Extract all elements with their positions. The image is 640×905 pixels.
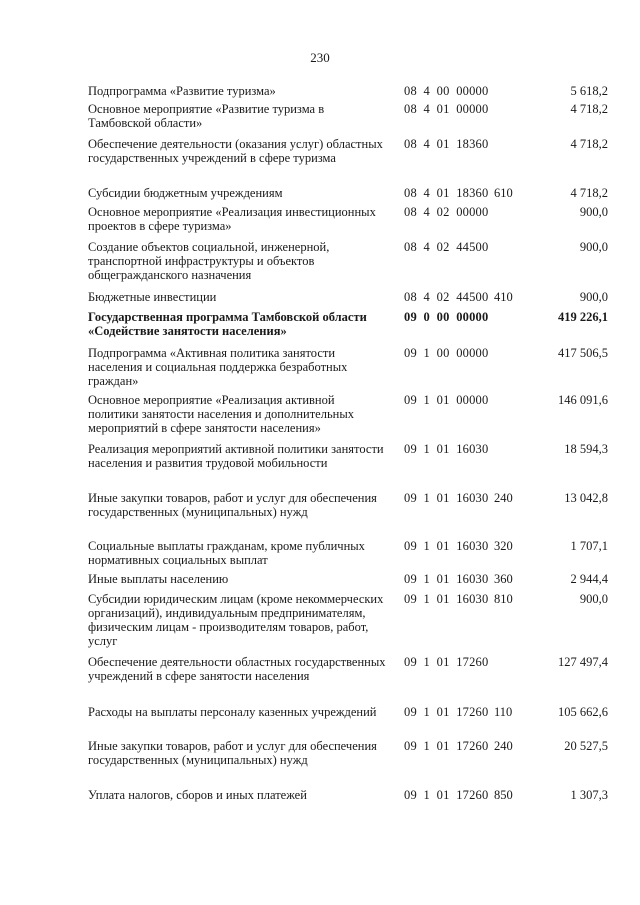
- row-name: Подпрограмма «Активная политика занятости населения и социальная поддержка безработных граждан»: [88, 346, 348, 388]
- row-name: Создание объектов социальной, инженерной, транспортной инфраструктуры и объектов общегражданского назначения: [88, 240, 330, 282]
- table-row: [88, 346, 608, 388]
- table-row: [88, 705, 608, 719]
- row-amount: 127 497,4: [558, 655, 608, 669]
- row-code: 09 1 00 00000: [404, 346, 489, 360]
- row-expense-type: 320: [494, 539, 513, 553]
- row-code: 09 1 01 17260: [404, 705, 489, 719]
- row-code: 08 4 02 44500: [404, 290, 489, 304]
- row-code: 09 0 00 00000: [404, 310, 489, 324]
- row-code: 09 1 01 16030: [404, 491, 489, 505]
- row-amount: 2 944,4: [570, 572, 608, 586]
- row-name: Иные закупки товаров, работ и услуг для обеспечения государственных (муниципальных) нужд: [88, 739, 377, 767]
- row-code: 09 1 01 17260: [404, 655, 489, 669]
- table-row: [88, 491, 608, 519]
- row-expense-type: 610: [494, 186, 513, 200]
- row-code: 09 1 01 16030: [404, 592, 489, 606]
- row-amount: 900,0: [579, 240, 608, 254]
- row-code: 09 1 01 17260: [404, 788, 489, 802]
- table-row: [88, 442, 608, 470]
- row-amount: 4 718,2: [570, 102, 608, 116]
- row-name: Основное мероприятие «Реализация активной политики занятости населения и дополнительных мероприятий в сфере занятости населения»: [88, 393, 354, 435]
- row-amount: 1 307,3: [570, 788, 608, 802]
- row-amount: 900,0: [579, 290, 608, 304]
- row-expense-type: 850: [494, 788, 513, 802]
- table-row: [88, 205, 608, 233]
- row-name: Субсидии юридическим лицам (кроме некоммерческих организаций), индивидуальным предпринимателям, физическим лицам - производителям товаров, работ, услуг: [88, 592, 384, 648]
- row-amount: 13 042,8: [564, 491, 608, 505]
- row-amount: 4 718,2: [570, 137, 608, 151]
- row-amount: 1 707,1: [570, 539, 608, 553]
- row-amount: 146 091,6: [558, 393, 608, 407]
- row-name: Подпрограмма «Развитие туризма»: [88, 84, 276, 98]
- row-expense-type: 240: [494, 491, 513, 505]
- row-code: 08 4 01 18360: [404, 186, 489, 200]
- row-name: Уплата налогов, сборов и иных платежей: [88, 788, 307, 802]
- row-name: Обеспечение деятельности (оказания услуг) областных государственных учреждений в сфере туризма: [88, 137, 383, 165]
- table-row: [88, 592, 608, 648]
- row-amount: 419 226,1: [558, 310, 608, 324]
- row-name: Социальные выплаты гражданам, кроме публичных нормативных социальных выплат: [88, 539, 365, 567]
- row-amount: 4 718,2: [570, 186, 608, 200]
- row-name: Государственная программа Тамбовской области «Содействие занятости населения»: [88, 310, 367, 338]
- page-number: 230: [310, 50, 330, 65]
- table-row: [88, 137, 608, 165]
- row-name: Расходы на выплаты персоналу казенных учреждений: [88, 705, 377, 719]
- row-code: 09 1 01 16030: [404, 539, 489, 553]
- row-amount: 900,0: [579, 592, 608, 606]
- row-name: Основное мероприятие «Реализация инвестиционных проектов в сфере туризма»: [88, 205, 376, 233]
- row-code: 08 4 00 00000: [404, 84, 489, 98]
- table-row: [88, 186, 608, 200]
- row-expense-type: 110: [494, 705, 513, 719]
- table-row: [88, 393, 608, 435]
- row-amount: 105 662,6: [558, 705, 608, 719]
- table-row: [88, 290, 608, 304]
- table-row: [88, 310, 608, 338]
- row-name: Иные выплаты населению: [88, 572, 229, 586]
- row-name: Бюджетные инвестиции: [88, 290, 217, 304]
- row-code: 08 4 01 18360: [404, 137, 489, 151]
- table-row: [88, 572, 608, 586]
- row-expense-type: 360: [494, 572, 513, 586]
- table-row: [88, 655, 608, 683]
- row-expense-type: 810: [494, 592, 513, 606]
- row-amount: 900,0: [579, 205, 608, 219]
- table-row: [88, 84, 608, 98]
- table-row: [88, 240, 608, 282]
- row-code: 09 1 01 00000: [404, 393, 489, 407]
- row-name: Обеспечение деятельности областных государственных учреждений в сфере занятости населения: [88, 655, 386, 683]
- table-row: [88, 539, 608, 567]
- row-expense-type: 240: [494, 739, 513, 753]
- row-code: 08 4 01 00000: [404, 102, 489, 116]
- row-code: 09 1 01 17260: [404, 739, 489, 753]
- row-code: 09 1 01 16030: [404, 442, 489, 456]
- row-code: 09 1 01 16030: [404, 572, 489, 586]
- row-amount: 20 527,5: [564, 739, 608, 753]
- row-name: Основное мероприятие «Развитие туризма в Тамбовской области»: [88, 102, 325, 130]
- row-name: Иные закупки товаров, работ и услуг для обеспечения государственных (муниципальных) нужд: [88, 491, 377, 519]
- row-expense-type: 410: [494, 290, 513, 304]
- table-row: [88, 788, 608, 802]
- row-code: 08 4 02 00000: [404, 205, 489, 219]
- row-name: Субсидии бюджетным учреждениям: [88, 186, 283, 200]
- row-code: 08 4 02 44500: [404, 240, 489, 254]
- table-row: [88, 102, 608, 130]
- row-amount: 5 618,2: [570, 84, 608, 98]
- row-amount: 417 506,5: [558, 346, 608, 360]
- row-amount: 18 594,3: [564, 442, 608, 456]
- row-name: Реализация мероприятий активной политики занятости населения и развития трудовой мобильности: [88, 442, 384, 470]
- table-row: [88, 739, 608, 767]
